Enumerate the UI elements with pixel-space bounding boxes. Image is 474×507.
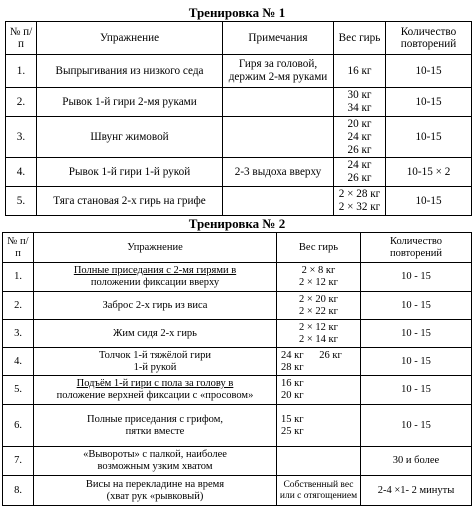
table-row bbox=[6, 187, 472, 216]
row-reps: 10 - 15 bbox=[361, 320, 472, 348]
table-row bbox=[6, 117, 472, 158]
row-reps: 30 и более bbox=[361, 447, 472, 476]
table-row bbox=[6, 55, 472, 88]
row-reps: 10 - 15 bbox=[361, 405, 472, 447]
exercise-line: «Вывороты» с палкой, наиболее bbox=[83, 449, 227, 460]
exercise-line: (хват рук «рывковый) bbox=[106, 490, 204, 502]
exercise-line: Подъём 1-й гири с пола за голову в bbox=[76, 378, 234, 389]
table-header-row bbox=[3, 233, 472, 263]
weight-value: 2 × 32 кг bbox=[338, 201, 381, 213]
exercise-line: Висы на перекладине на время bbox=[85, 478, 225, 490]
weight-value: Собственный вес bbox=[283, 479, 354, 490]
exercise-line: Полные приседания с грифом, bbox=[87, 413, 223, 425]
weight-value: 2 × 8 кг bbox=[301, 265, 336, 276]
row-reps: 10 - 15 bbox=[361, 348, 472, 376]
weight-value: 2 × 12 кг bbox=[299, 277, 338, 288]
row-num: 8. bbox=[3, 476, 34, 506]
table-row bbox=[6, 158, 472, 187]
col-header-weight: Вес гирь bbox=[334, 22, 386, 55]
table-header-row bbox=[6, 22, 472, 55]
row-notes: Гиря за головой, держим 2-мя руками bbox=[223, 55, 334, 88]
row-notes bbox=[223, 187, 334, 216]
row-weight bbox=[277, 320, 361, 348]
row-weight bbox=[277, 447, 361, 476]
table-row bbox=[3, 292, 472, 320]
weight-value: 24 кг bbox=[347, 130, 372, 143]
row-reps: 10-15 bbox=[386, 55, 472, 88]
row-exercise: Швунг жимовой bbox=[37, 117, 223, 158]
table-row bbox=[3, 263, 472, 292]
weight-value: 30 кг bbox=[347, 89, 372, 101]
row-weight bbox=[277, 376, 361, 405]
row-num: 3. bbox=[6, 117, 37, 158]
row-exercise bbox=[34, 292, 277, 320]
table-row bbox=[6, 88, 472, 117]
col-header-num: № п/п bbox=[6, 22, 37, 55]
workout2-title: Тренировка № 2 bbox=[188, 216, 286, 231]
row-exercise bbox=[34, 320, 277, 348]
exercise-line: 1-й рукой bbox=[133, 361, 177, 373]
weight-value: 26 кг bbox=[347, 172, 372, 184]
weight-value: 28 кг bbox=[281, 361, 304, 373]
row-exercise bbox=[34, 476, 277, 506]
col-header-exercise: Упражнение bbox=[34, 233, 277, 263]
row-num: 7. bbox=[3, 447, 34, 476]
workout2-table bbox=[2, 232, 472, 506]
row-reps: 10 - 15 bbox=[361, 263, 472, 292]
row-notes bbox=[223, 117, 334, 158]
table-row bbox=[3, 320, 472, 348]
row-num: 4. bbox=[3, 348, 34, 376]
row-reps: 2-4 ×1- 2 минуты bbox=[361, 476, 472, 506]
row-exercise: Тяга становая 2-х гирь на грифе bbox=[37, 187, 223, 216]
row-num: 2. bbox=[6, 88, 37, 117]
exercise-line: положении фиксации вверху bbox=[90, 277, 220, 288]
col-header-notes: Примечания bbox=[223, 22, 334, 55]
table-row bbox=[3, 447, 472, 476]
row-exercise bbox=[34, 447, 277, 476]
row-reps: 10-15 bbox=[386, 88, 472, 117]
row-exercise bbox=[34, 376, 277, 405]
row-exercise: Рывок 1-й гири 1-й рукой bbox=[37, 158, 223, 187]
row-weight bbox=[277, 348, 361, 376]
row-weight bbox=[334, 55, 386, 88]
row-num: 4. bbox=[6, 158, 37, 187]
row-weight bbox=[334, 187, 386, 216]
weight-value: 2 × 22 кг bbox=[299, 305, 338, 317]
weight-value: 24 кг bbox=[347, 159, 372, 171]
weight-value: 20 кг bbox=[281, 390, 304, 401]
row-weight bbox=[277, 405, 361, 447]
col-header-reps: Количество повторений bbox=[361, 233, 472, 263]
row-num: 5. bbox=[6, 187, 37, 216]
exercise-line: возможным узким хватом bbox=[97, 461, 213, 472]
row-exercise: Выпрыгивания из низкого седа bbox=[37, 55, 223, 88]
col-header-reps: Количество повторений bbox=[386, 22, 472, 55]
table-row bbox=[3, 405, 472, 447]
exercise-line: положение верхней фиксации с «просовом» bbox=[56, 390, 254, 401]
weight-value: 16 кг bbox=[281, 378, 304, 389]
exercise-line: Заброс 2-х гирь из виса bbox=[102, 299, 208, 311]
row-reps: 10-15 × 2 bbox=[386, 158, 472, 187]
workout1-title: Тренировка № 1 bbox=[188, 5, 286, 20]
weight-value: 24 кг 26 кг bbox=[281, 349, 342, 361]
row-num: 1. bbox=[3, 263, 34, 292]
row-num: 6. bbox=[3, 405, 34, 447]
col-header-weight: Вес гирь bbox=[277, 233, 361, 263]
row-num: 5. bbox=[3, 376, 34, 405]
table-row bbox=[3, 348, 472, 376]
row-num: 2. bbox=[3, 292, 34, 320]
col-header-num: № п/п bbox=[3, 233, 34, 263]
row-reps: 10-15 bbox=[386, 187, 472, 216]
workout1-table bbox=[5, 21, 472, 216]
row-reps: 10 - 15 bbox=[361, 376, 472, 405]
weight-value: 2 × 14 кг bbox=[299, 333, 338, 345]
weight-value: 25 кг bbox=[281, 425, 304, 437]
exercise-line: Полные приседания с 2-мя гирями в bbox=[73, 265, 237, 276]
row-exercise bbox=[34, 263, 277, 292]
exercise-line: Толчок 1-й тяжёлой гири bbox=[99, 349, 211, 361]
row-weight bbox=[334, 158, 386, 187]
row-exercise bbox=[34, 405, 277, 447]
weight-value: или с отягощением bbox=[279, 490, 358, 501]
weight-value: 2 × 12 кг bbox=[299, 321, 338, 333]
weight-value: 15 кг bbox=[281, 413, 304, 425]
weight-value: 16 кг bbox=[347, 64, 372, 77]
exercise-line: пятки вместе bbox=[125, 425, 185, 437]
weight-value: 20 кг bbox=[347, 117, 372, 130]
weight-value: 2 × 28 кг bbox=[338, 188, 381, 200]
row-num: 1. bbox=[6, 55, 37, 88]
col-header-exercise: Упражнение bbox=[37, 22, 223, 55]
row-weight bbox=[277, 292, 361, 320]
row-exercise bbox=[34, 348, 277, 376]
row-weight bbox=[334, 117, 386, 158]
exercise-line: Жим сидя 2-х гирь bbox=[113, 327, 197, 339]
row-reps: 10 - 15 bbox=[361, 292, 472, 320]
weight-value: 2 × 20 кг bbox=[299, 293, 338, 305]
row-reps: 10-15 bbox=[386, 117, 472, 158]
row-notes bbox=[223, 88, 334, 117]
table-row bbox=[3, 376, 472, 405]
row-num: 3. bbox=[3, 320, 34, 348]
row-exercise: Рывок 1-й гири 2-мя руками bbox=[37, 88, 223, 117]
row-weight bbox=[277, 263, 361, 292]
weight-value: 26 кг bbox=[347, 143, 372, 156]
table-row bbox=[3, 476, 472, 506]
weight-value: 34 кг bbox=[347, 102, 372, 114]
row-weight bbox=[277, 476, 361, 506]
row-weight bbox=[334, 88, 386, 117]
row-notes: 2-3 выдоха вверху bbox=[223, 158, 334, 187]
